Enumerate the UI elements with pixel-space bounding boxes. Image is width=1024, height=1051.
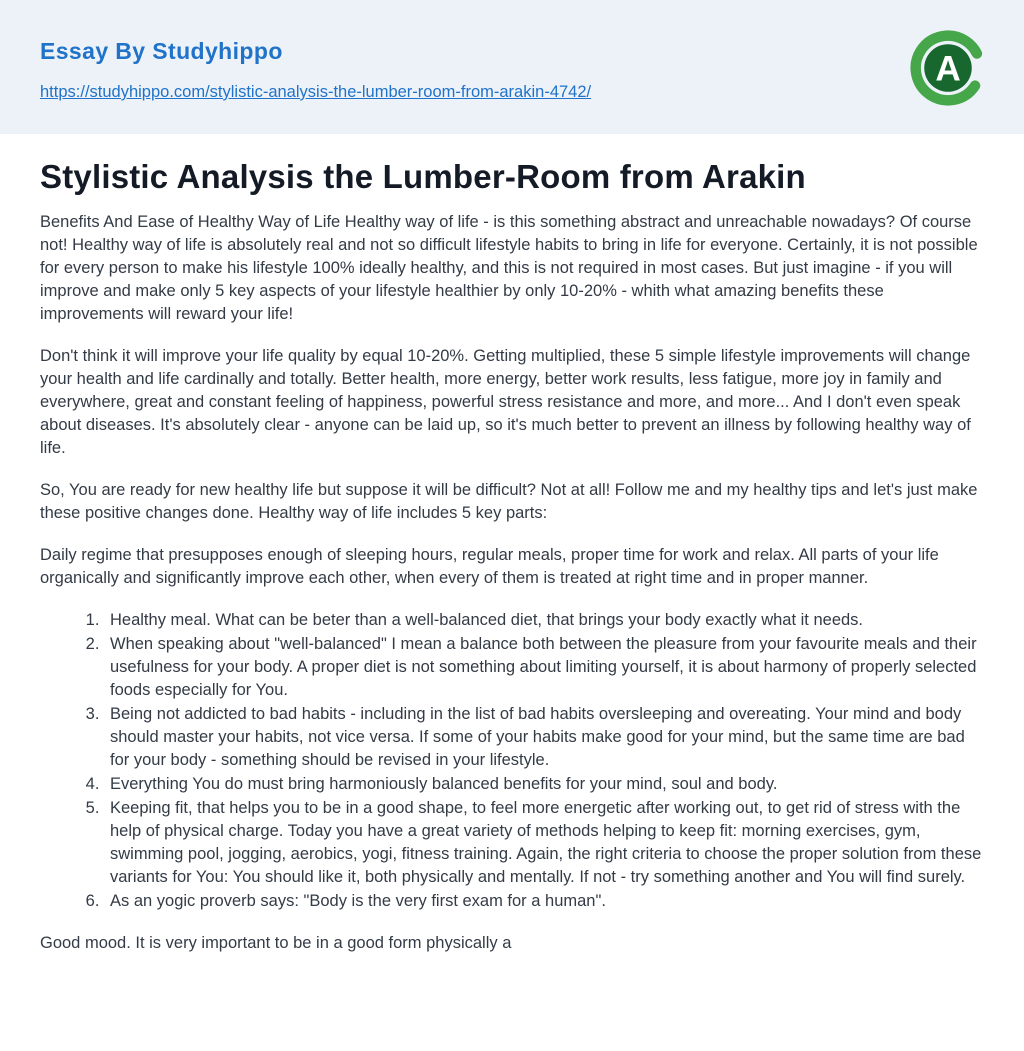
essay-paragraph-4: Daily regime that presupposes enough of sleeping hours, regular meals, proper time for work and relax. All parts of your life organically and significantly improve each other, when every of them is treated at right time and in proper manner.: [40, 546, 939, 587]
essay-paragraph-2: Don't think it will improve your life quality by equal 10-20%. Getting multiplied, these 5 simple lifestyle improvements will change your health and life cardinally and totally. Better health, more energy, better work results, less fatigue, more joy in family and everywhere, great and constant feeling of happiness, powerful stress resistance and more, and more... And I don't even speak about diseases. It's absolutely clear - anyone can be laid up, so it's much better to prevent an illness by following healthy way of life.: [40, 347, 971, 457]
list-item-4: 4. Everything You do must bring harmoniously balanced benefits for your mind, soul and body.: [104, 773, 984, 796]
essay-closing-paragraph: Good mood. It is very important to be in a good form physically a: [40, 934, 512, 952]
logo-letter: A: [935, 49, 961, 89]
essay-paragraph-1: Benefits And Ease of Healthy Way of Life Healthy way of life - is this something abstract and unreachable nowadays? Of course not! Healthy way of life is absolutely real and not so difficult lifestyle habits to bring in life for everyone. Certainly, it is not possible for every person to make his lifestyle 100% ideally healthy, and this is not required in most cases. But just imagine - if you will improve and make only 5 key aspects of your lifestyle healthier by only 10-20% - whith what amazing benefits these improvements will reward your life!: [40, 213, 978, 323]
list-item-2: 2. When speaking about "well-balanced" I mean a balance both between the pleasure from your favourite meals and their usefulness for your body. A proper diet is not something about limiting yourself, it is about harmony of properly selected foods especially for You.: [104, 633, 984, 702]
essay-paragraph-3: So, You are ready for new healthy life but suppose it will be difficult? Not at all! Follow me and my healthy tips and let's just make these positive changes done. Healthy way of life includes 5 key parts:: [40, 481, 978, 522]
essay-title: Stylistic Analysis the Lumber-Room from Arakin: [40, 158, 806, 195]
list-item-6: 6. As an yogic proverb says: "Body is the very first exam for a human".: [104, 890, 984, 913]
site-label: Essay By Studyhippo: [40, 38, 283, 64]
header-text-block: [40, 30, 591, 102]
essay-ordered-list: [40, 609, 984, 913]
list-item-5: 5. Keeping fit, that helps you to be in a good shape, to feel more energetic after working out, to get rid of stress with the help of physical charge. Today you have a great variety of methods helping to keep fit: morning exercises, gym, swimming pool, jogging, aerobics, yogi, fitness training. Again, the right criteria to choose the proper solution from these variants for You: You should like it, both physically and mentally. If not - try something another and You will find surely.: [104, 797, 984, 889]
essay-content: [0, 134, 1024, 955]
site-header: [0, 0, 1024, 134]
list-item-1: 1. Healthy meal. What can be beter than a well-balanced diet, that brings your body exactly what it needs.: [104, 609, 984, 632]
studyhippo-logo-icon: [910, 30, 986, 106]
list-item-3: 3. Being not addicted to bad habits - including in the list of bad habits oversleeping and overeating. Your mind and body should master your habits, not vice versa. If some of your habits make good for your mind, but the same time are bad for your body - something should be revised in your lifestyle.: [104, 703, 984, 772]
source-url-link[interactable]: https://studyhippo.com/stylistic-analysis-the-lumber-room-from-arakin-4742/: [40, 83, 592, 101]
